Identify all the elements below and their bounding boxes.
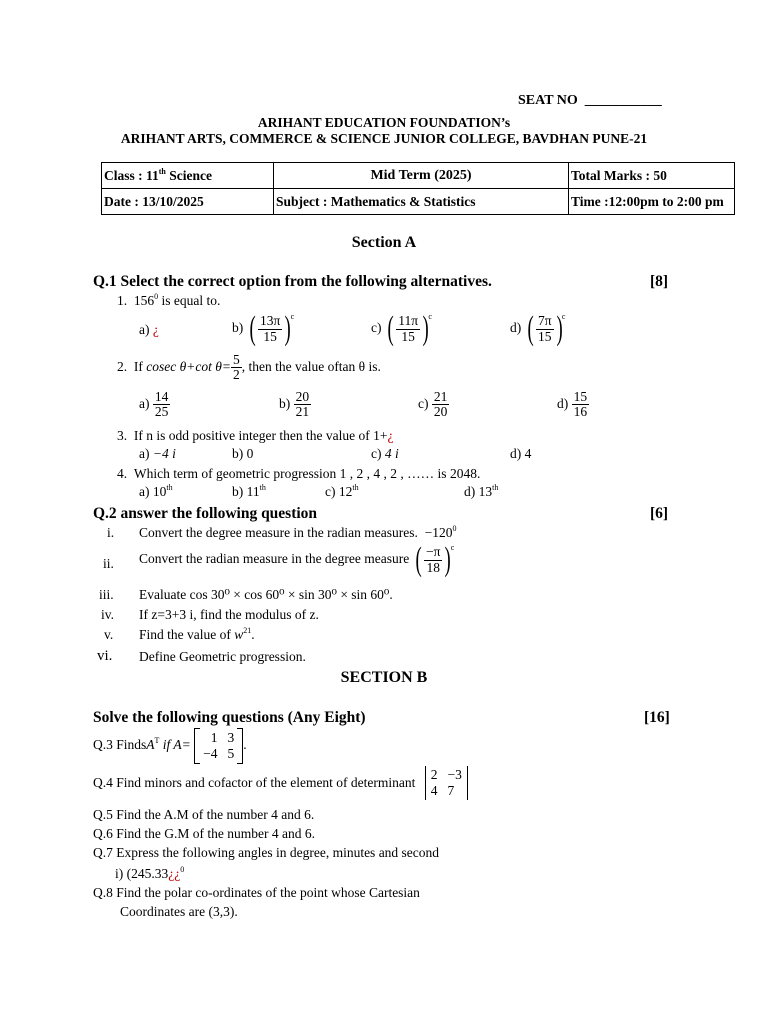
q2-item-i-num: i. [107, 525, 115, 540]
exam-cell: Mid Term (2025) [274, 163, 569, 189]
q1-1-option-b: b) ( $\frac{13\pi}{15}$ ) c [232, 310, 295, 347]
exam-info-table [101, 162, 735, 215]
q3: Q.3 FindsA$^T$ if A= 1 3 −4 5 . [93, 728, 247, 764]
q2-item-v-num: v. [104, 627, 114, 642]
q2-item-vi-num: vi. [97, 648, 113, 664]
seat-no-blank: ___________ [584, 93, 662, 108]
q2-item-ii: Convert the radian measure in the degree measure ( $\frac{-\pi}{18}$ ) c [139, 541, 455, 578]
q2-item-v: Find the value of $w^{21}$. [139, 626, 255, 642]
q2-item-iv-num: iv. [101, 607, 114, 622]
q1-1-option-a: a) ¿ [139, 322, 159, 337]
section-b-heading: Solve the following questions (Any Eight) [93, 709, 366, 726]
q1-3-option-d: d) 4 [510, 446, 532, 461]
date-cell: Date : 13/10/2025 [102, 189, 274, 215]
q8-continued: Coordinates are (3,3). [120, 904, 238, 919]
q1-item-4: 4. Which term of geometric progression 1 , 2 , 4 , 2 , …… is 2048. [117, 466, 481, 481]
subject-cell: Subject : Mathematics & Statistics [274, 189, 569, 215]
q3-matrix: 1 3 −4 5 [194, 728, 243, 764]
q1-item-1: 1. $156^0$ is equal to. [117, 292, 221, 308]
time-cell: Time :12:00pm to 2:00 pm [569, 189, 735, 215]
section-b-title: SECTION B [340, 669, 428, 686]
q7-part-i: i) (245.33¿¿$^0$ [115, 865, 185, 881]
college-name: ARIHANT ARTS, COMMERCE & SCIENCE JUNIOR COLLEGE, BAVDHAN PUNE-21 [120, 131, 648, 146]
q5: Q.5 Find the A.M of the number 4 and 6. [93, 807, 315, 822]
q1-2-option-a: a) $\frac{14}{25}$ [139, 389, 169, 420]
q2-item-vi: Define Geometric progression. [139, 649, 306, 664]
q1-4-option-b: b) 11th [232, 483, 266, 499]
class-cell: Class : 11th Science [102, 163, 274, 189]
total-marks-cell: Total Marks : 50 [569, 163, 735, 189]
q1-4-option-a: a) 10th [139, 483, 173, 499]
q1-3-option-a: a) −4 i [139, 446, 176, 461]
foundation-name: ARIHANT EDUCATION FOUNDATION’s [257, 115, 511, 130]
q1-3-option-c: c) 4 i [371, 446, 399, 461]
section-a-title: Section A [351, 234, 417, 251]
q7: Q.7 Express the following angles in degree, minutes and second [93, 845, 440, 860]
q1-2-option-c: c) $\frac{21}{20}$ [418, 389, 448, 420]
q1-1-option-d: d) ( $\frac{7\pi}{15}$ ) c [510, 310, 566, 347]
q2-marks: [6] [650, 505, 669, 522]
q1-heading: Q.1 Select the correct option from the following alternatives. [93, 273, 492, 290]
q2-item-iii-num: iii. [99, 587, 114, 602]
q4: Q.4 Find minors and cofactor of the element of determinant 2 −3 4 7 [93, 766, 470, 800]
q4-determinant: 2 −3 4 7 [423, 766, 470, 800]
q8: Q.8 Find the polar co-ordinates of the point whose Cartesian [93, 885, 420, 900]
seat-no-label: SEAT NO ___________ [518, 93, 662, 108]
section-b-marks: [16] [644, 709, 670, 726]
q1-item-2: 2. If cosec θ+cot θ= $\frac{5}{2}$ , then the value oftan θ is. [117, 352, 381, 383]
q2-item-iii: Evaluate cos 30⁰ × cos 60⁰ × sin 30⁰ × sin 60⁰. [139, 587, 393, 602]
q6: Q.6 Find the G.M of the number 4 and 6. [93, 826, 315, 841]
q1-item-3: 3. If n is odd positive integer then the value of 1+¿ [117, 428, 394, 443]
q1-2-option-d: d) $\frac{15}{16}$ [557, 389, 588, 420]
q2-item-ii-num: ii. [103, 556, 114, 571]
q2-heading: Q.2 answer the following question [93, 505, 318, 522]
q2-item-iv: If z=3+3 i, find the modulus of z. [139, 607, 319, 622]
q1-4-option-c: c) 12th [325, 483, 359, 499]
q1-3-option-b: b) 0 [232, 446, 254, 461]
q1-4-option-d: d) 13th [464, 483, 499, 499]
q1-marks: [8] [650, 273, 669, 290]
q2-item-i: Convert the degree measure in the radian measures. $-120^0$ [139, 524, 457, 540]
q1-2-option-b: b) $\frac{20}{21}$ [279, 389, 310, 420]
q1-1-option-c: c) ( $\frac{11\pi}{15}$ ) c [371, 310, 432, 347]
